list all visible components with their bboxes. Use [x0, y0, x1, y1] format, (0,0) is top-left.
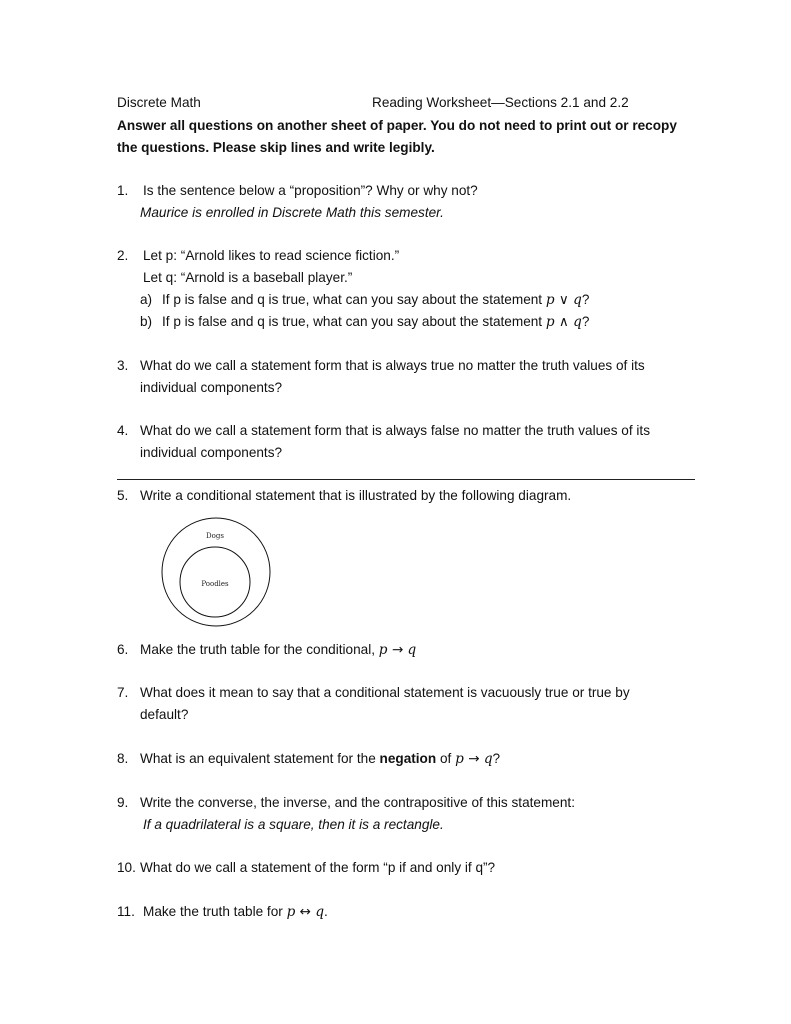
q6-number: 6. [117, 642, 129, 657]
q9-number: 9. [117, 795, 129, 810]
dogs-label: Dogs [206, 532, 224, 540]
q10-text: What do we call a statement of the form “p if and only if q”? [140, 860, 496, 875]
q8-text: What is an equivalent statement for the negation of p → q? [140, 751, 501, 767]
poodles-label: Poodles [201, 580, 229, 588]
q8-number: 8. [117, 751, 129, 766]
math-p: p [545, 314, 555, 330]
math-p: p [545, 292, 555, 308]
q4-number: 4. [117, 423, 129, 438]
q2a-label: a) [140, 292, 153, 307]
q10-number: 10. [117, 860, 136, 875]
q4-line-2: individual components? [140, 445, 283, 460]
math-q: q [483, 751, 493, 767]
implies-operator: → [463, 751, 484, 767]
q9-example: If a quadrilateral is a square, then it is a rectangle. [143, 817, 444, 832]
or-operator: ∨ [554, 292, 574, 308]
q11-number: 11. [117, 904, 135, 919]
q3-line-1: What do we call a statement form that is always true no matter the truth values of its [140, 358, 645, 373]
q6-text: Make the truth table for the conditional, p → q [140, 642, 417, 658]
negation-emphasis: negation [379, 751, 437, 766]
q2-line-2: Let q: “Arnold is a baseball player.” [143, 270, 353, 285]
math-p: p [378, 642, 388, 658]
math-q: q [573, 314, 582, 330]
biconditional-operator: ↔ [295, 904, 316, 920]
q2-line-1: Let p: “Arnold likes to read science fiction.” [143, 248, 400, 263]
q1-text: Is the sentence below a “proposition”? Why or why not? [143, 183, 478, 198]
math-p: p [286, 904, 296, 920]
and-operator: ∧ [554, 314, 574, 330]
implies-operator: → [387, 642, 408, 658]
q2-number: 2. [117, 248, 129, 263]
q9-text: Write the converse, the inverse, and the contrapositive of this statement: [140, 795, 575, 810]
q7-line-1: What does it mean to say that a conditional statement is vacuously true or true by [140, 685, 630, 700]
q2b-label: b) [140, 314, 153, 329]
q2b-text: If p is false and q is true, what can you say about the statement p ∧ q? [162, 314, 590, 330]
course-name: Discrete Math [117, 95, 201, 110]
instructions-line-2: the questions. Please skip lines and write legibly. [117, 140, 435, 155]
math-q: q [407, 642, 417, 658]
q3-number: 3. [117, 358, 129, 373]
instructions-line-1: Answer all questions on another sheet of paper. You do not need to print out or recopy [117, 118, 677, 133]
math-q: q [315, 904, 325, 920]
q7-line-2: default? [140, 707, 189, 722]
q4-line-1: What do we call a statement form that is always false no matter the truth values of its [140, 423, 650, 438]
q7-number: 7. [117, 685, 129, 700]
math-p: p [455, 751, 464, 767]
q2a-text: If p is false and q is true, what can you say about the statement p ∨ q? [162, 292, 590, 308]
section-divider [117, 479, 695, 480]
worksheet-title: Reading Worksheet—Sections 2.1 and 2.2 [372, 95, 629, 110]
q11-text: Make the truth table for p ↔ q. [143, 904, 328, 920]
q5-text: Write a conditional statement that is illustrated by the following diagram. [140, 488, 572, 503]
q1-number: 1. [117, 183, 129, 198]
q5-number: 5. [117, 488, 129, 503]
math-q: q [573, 292, 582, 308]
q3-line-2: individual components? [140, 380, 283, 395]
venn-diagram [160, 516, 272, 628]
q1-example: Maurice is enrolled in Discrete Math this semester. [140, 205, 444, 220]
